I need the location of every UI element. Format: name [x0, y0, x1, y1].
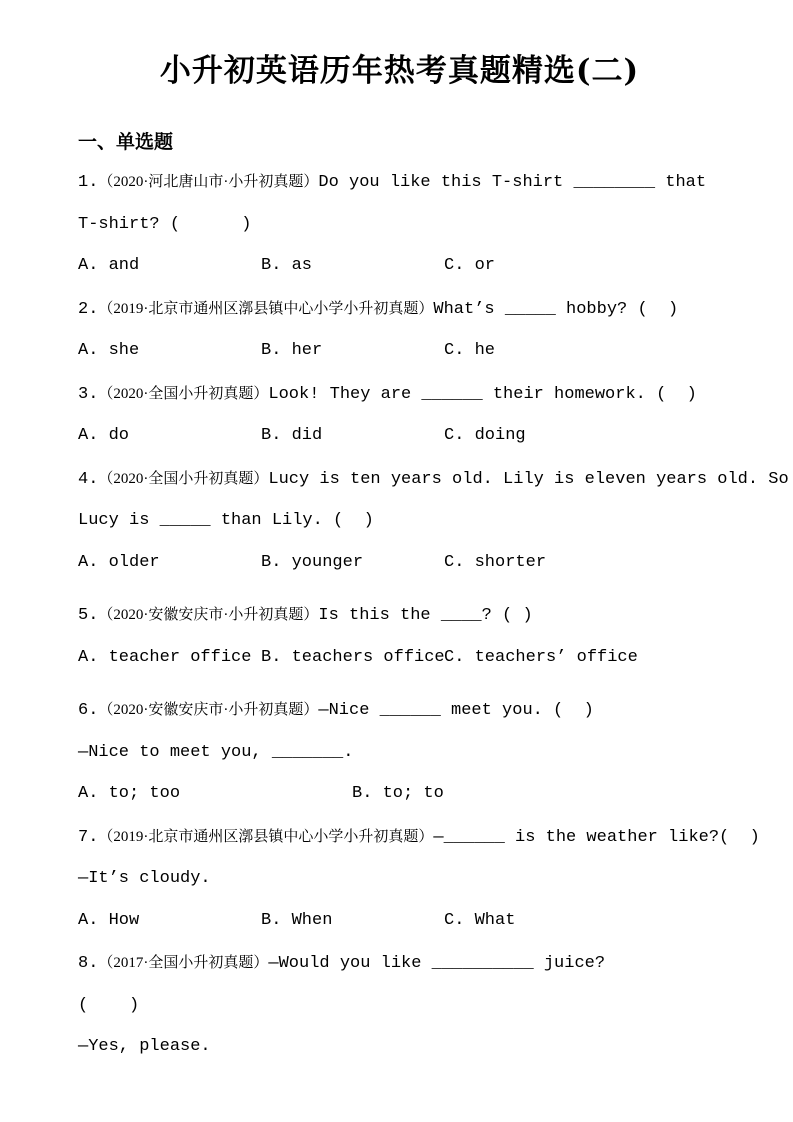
question-source: （2020·安徽安庆市·小升初真题） — [98, 607, 319, 623]
option-a: A. teacher office — [78, 647, 252, 667]
question-stem-line: —Yes, please. — [78, 1037, 211, 1056]
question-source: （2020·全国小升初真题） — [98, 470, 269, 487]
question-number: 5. — [78, 606, 99, 625]
question-number: 6. — [78, 701, 99, 720]
question-source: （2020·全国小升初真题） — [98, 385, 269, 402]
option-b: B. did — [261, 426, 323, 445]
question-2 — [78, 287, 721, 372]
question-stem-line: ( ) — [78, 995, 140, 1015]
question-stem: Look! They are ______ their homework. ( ) — [268, 384, 697, 404]
section-heading: 一、单选题 — [78, 132, 174, 153]
option-a: A. How — [78, 910, 140, 930]
option-b: B. her — [261, 341, 323, 360]
option-b: B. When — [261, 910, 333, 930]
question-stem: —Nice ______ meet you. ( ) — [318, 701, 594, 720]
question-number: 4. — [78, 469, 99, 489]
option-c: C. shorter — [444, 552, 547, 572]
question-source: （2019·北京市通州区漷县镇中心小学小升初真题） — [98, 828, 434, 845]
question-stem: What’s _____ hobby? ( ) — [433, 299, 679, 319]
question-number: 8. — [78, 954, 99, 973]
options-row — [78, 542, 721, 584]
option-a: A. to; too — [78, 784, 181, 803]
option-a: A. and — [78, 256, 140, 275]
question-stem-line: Lucy is _____ than Lily. ( ) — [78, 511, 374, 530]
options-row — [78, 900, 721, 942]
question-3 — [78, 372, 721, 457]
option-c: C. or — [444, 256, 496, 275]
question-stem: —Would you like __________ juice? — [268, 954, 606, 973]
question-number: 3. — [78, 384, 99, 404]
question-stem-line: —Nice to meet you, _______. — [78, 742, 354, 762]
option-b: B. as — [261, 256, 313, 275]
question-5 — [78, 593, 721, 678]
question-6 — [78, 688, 721, 815]
question-stem: Is this the ____? ( ) — [318, 606, 533, 625]
question-stem: Lucy is ten years old. Lily is eleven years old. So — [268, 469, 789, 489]
option-c: C. teachers’ office — [444, 647, 638, 667]
question-number: 1. — [78, 173, 99, 192]
option-b: B. younger — [261, 552, 364, 572]
question-8 — [78, 941, 721, 1068]
question-number: 2. — [78, 299, 99, 319]
question-1 — [78, 160, 721, 287]
question-number: 7. — [78, 827, 99, 847]
question-stem-line: T-shirt? ( ) — [78, 214, 252, 234]
question-4 — [78, 457, 789, 584]
document-title: 小升初英语历年热考真题精选(二) — [159, 53, 640, 89]
options-row — [78, 637, 721, 679]
options-row — [78, 245, 721, 287]
option-c: C. What — [444, 910, 516, 930]
option-a: A. older — [78, 552, 160, 572]
option-b: B. teachers office — [261, 647, 445, 667]
option-c: C. doing — [444, 426, 526, 445]
options-row — [78, 330, 721, 372]
question-source: （2020·河北唐山市·小升初真题） — [98, 174, 319, 190]
option-b: B. to; to — [352, 784, 444, 803]
question-stem: Do you like this T-shirt ________ that — [318, 173, 707, 192]
question-stem-line: —It’s cloudy. — [78, 869, 211, 888]
options-row — [78, 415, 721, 457]
option-c: C. he — [444, 341, 496, 360]
options-row — [78, 773, 721, 815]
question-stem: —______ is the weather like?( ) — [433, 827, 760, 847]
question-7 — [78, 815, 760, 942]
question-source: （2019·北京市通州区漷县镇中心小学小升初真题） — [98, 300, 434, 317]
option-a: A. do — [78, 426, 130, 445]
option-a: A. she — [78, 341, 140, 360]
question-source: （2020·安徽安庆市·小升初真题） — [98, 702, 319, 718]
question-source: （2017·全国小升初真题） — [98, 955, 269, 971]
